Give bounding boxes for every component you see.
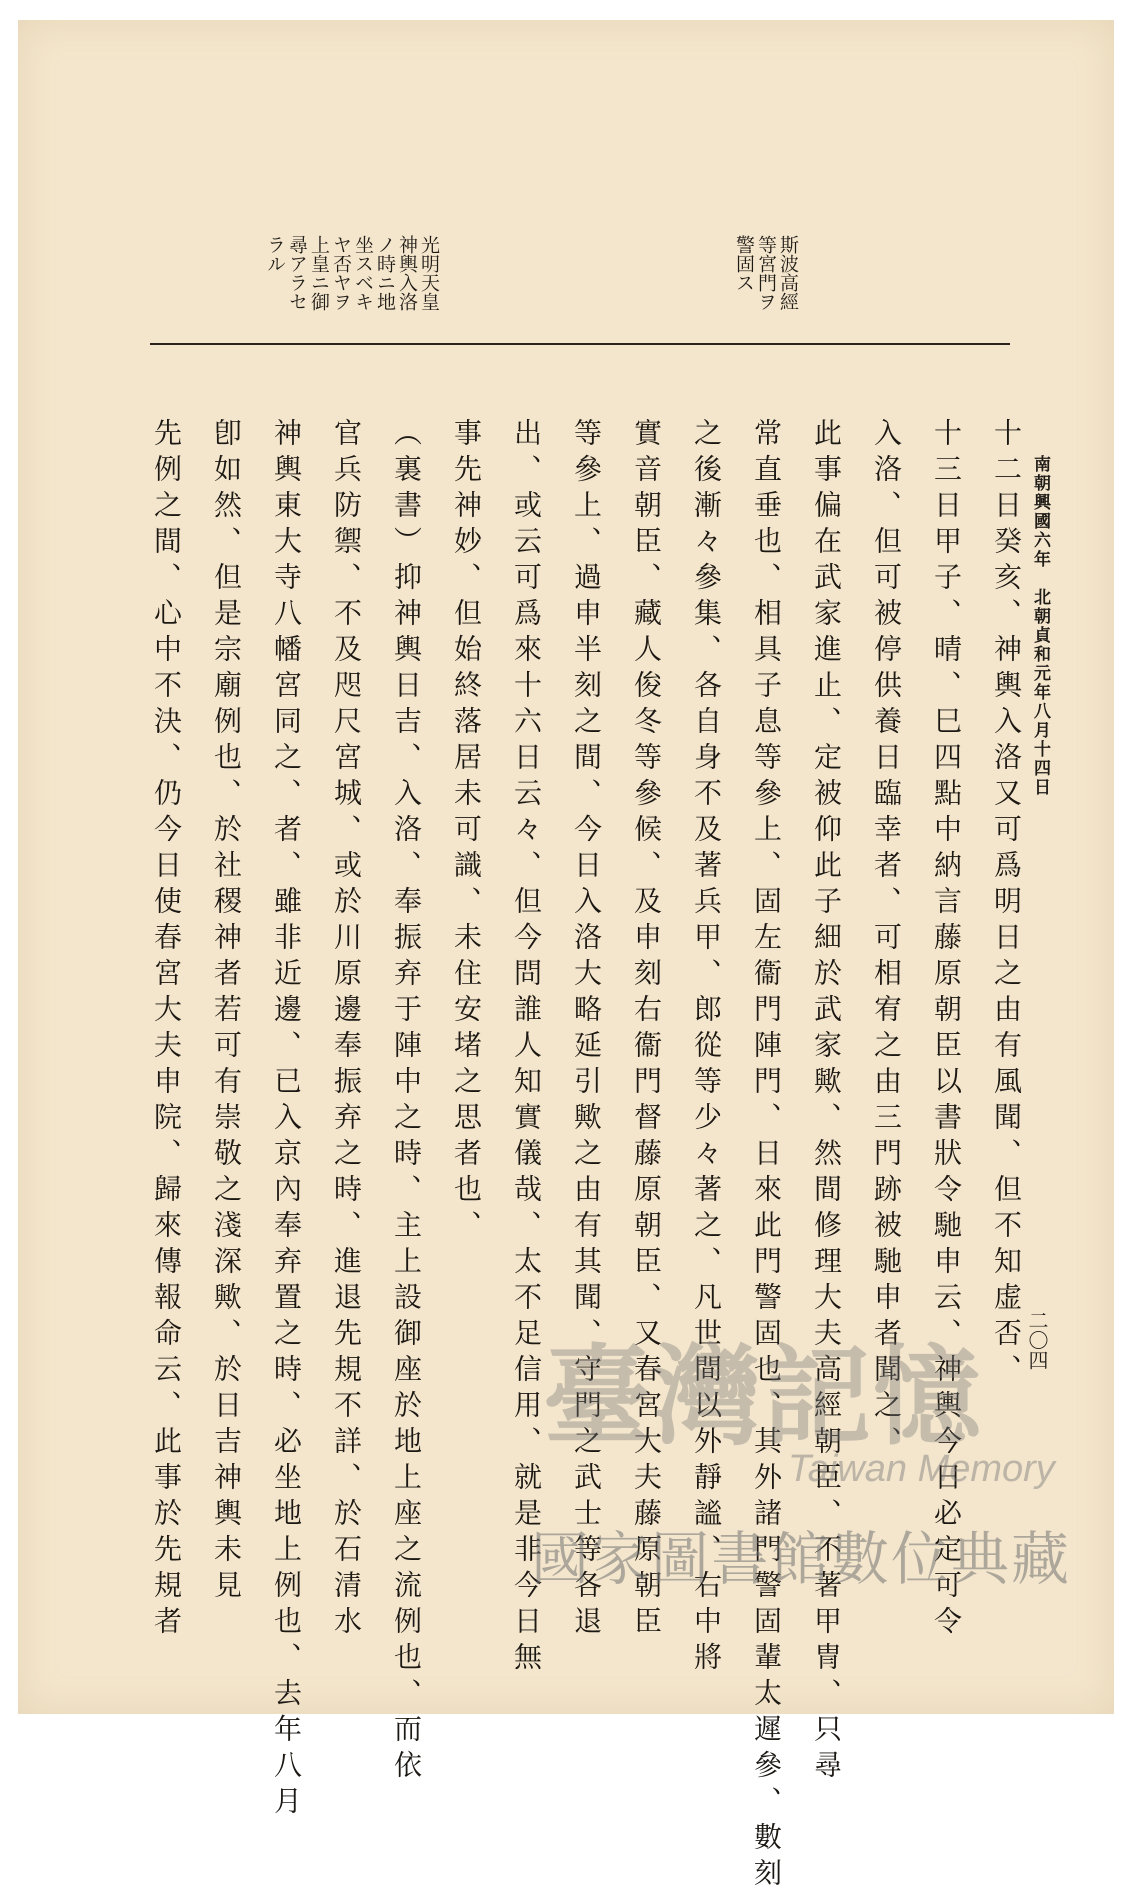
running-header: 南朝興國六年 北朝貞和元年八月十四日 [1030,455,1050,797]
text-column: 十二日癸亥、神輿入洛又可爲明日之由有風聞、但不知虚否、 [990,418,1023,1390]
header-divider [150,343,1010,345]
book-page [18,20,1114,1894]
text-column: 十三日甲子、晴、巳四點中納言藤原朝臣以書狀令馳申云、神輿今日必定可令 [930,418,963,1642]
text-column: 入洛、但可被停供養日臨幸者、可相宥之由三門跡被馳申者聞之、 [870,418,903,1462]
text-column: 事先神妙、但始終落居未可識、未住安堵之思者也、 [450,418,483,1246]
text-column: 之後漸々參集、各自身不及著兵甲、郎從等少々著之、凡世間以外靜謐、右中將 [690,418,723,1678]
text-column: 此事偏在武家進止、定被仰此子細於武家歟、然間修理大夫高經朝臣、不著甲冑、只尋 [810,418,843,1786]
text-column: 實音朝臣、藏人俊冬等參候、及申刻右衞門督藤原朝臣、又春宮大夫藤原朝臣 [630,418,663,1642]
text-column: 卽如然、但是宗廟例也、於社稷神者若可有崇敬之淺深歟、於日吉神輿未見 [210,418,243,1606]
marginal-note: 光明天皇 神輿入洛 ノ時ニ地 坐スベキ ヤ否ヤヲ 上皇ニ御 尋アラセ ラル [264,235,440,311]
marginal-note: 斯波高經 等宮門ヲ 警固ス [733,235,799,311]
watermark-latin: Taiwan Memory [788,1448,1055,1490]
text-column: （裏書）抑神輿日吉、入洛、奉振弃于陣中之時、主上設御座於地上座之流例也、而依 [390,418,423,1786]
text-column: 官兵防禦、不及咫尺宮城、或於川原邊奉振弃之時、進退先規不詳、於石清水 [330,418,363,1642]
page-number: 二〇四 [1025,1310,1049,1370]
watermark-seal: 臺灣記憶 [543,1334,984,1460]
text-column: 先例之間、心中不決、仍今日使春宮大夫申院、歸來傳報命云、此事於先規者 [150,418,183,1642]
text-column: 等參上、過申半刻之間、今日入洛大略延引歟之由有其聞、守門之武士等各退 [570,418,603,1642]
text-column: 出、或云可爲來十六日云々、但今問誰人知實儀哉、太不足信用、就是非今日無 [510,418,543,1678]
text-column: 神輿東大寺八幡宮同之、者、雖非近邊、已入京內奉弃置之時、必坐地上例也、去年八月 [270,418,303,1822]
watermark-library: 國家圖書館數位典藏 [531,1525,1072,1593]
text-column: 常直垂也、相具子息等參上、固左衞門陣門、日來此門警固也、其外諸門警固輩太遲參、數刻 [750,418,783,1894]
